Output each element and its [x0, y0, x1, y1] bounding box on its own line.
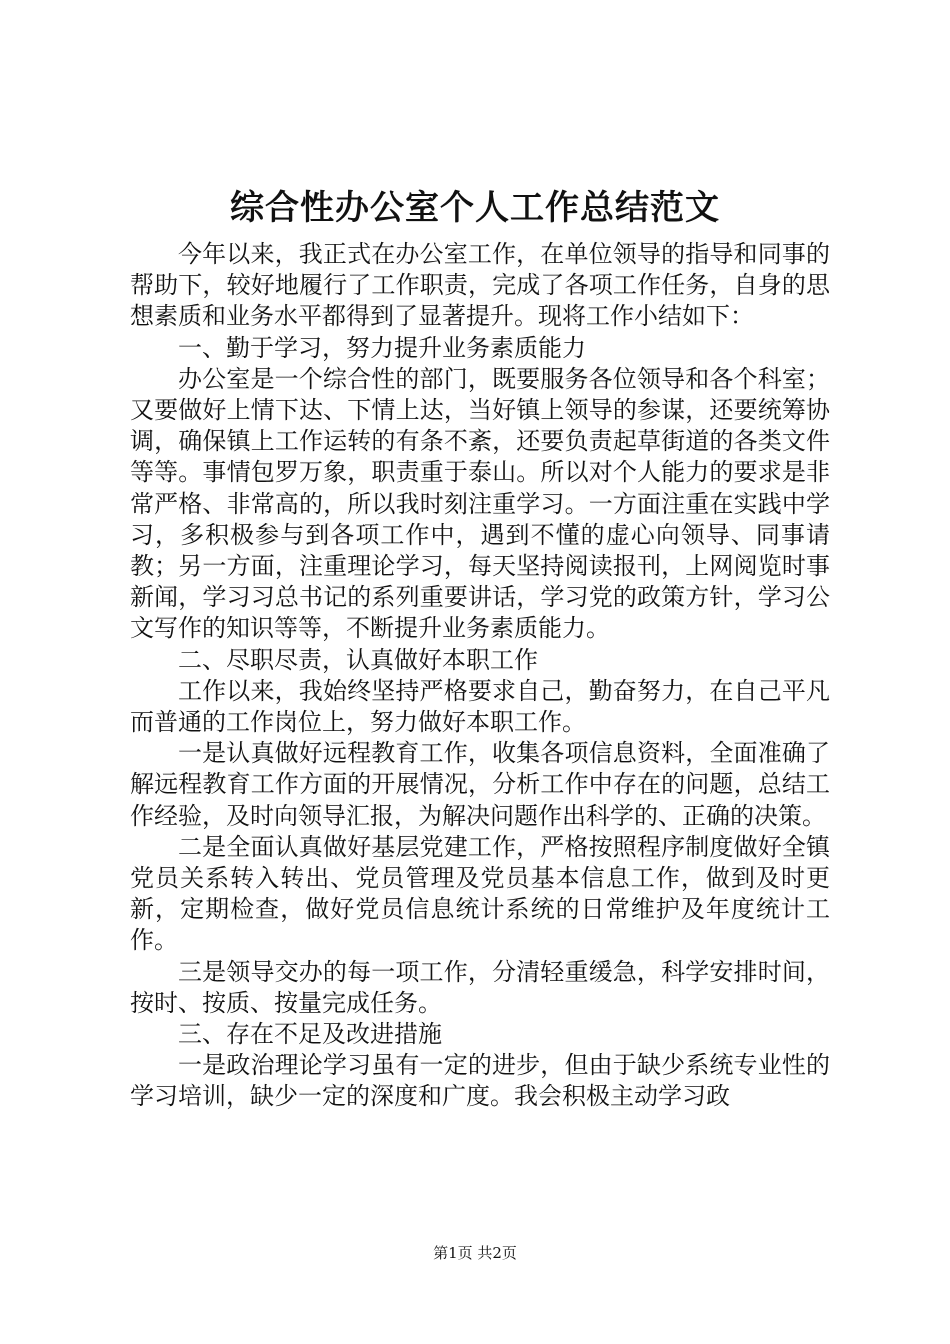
paragraph-duty-intro: 工作以来，我始终坚持严格要求自己，勤奋努力，在自己平凡而普通的工作岗位上，努力做好本职工作。 [130, 676, 830, 737]
paragraph-duty-2: 二是全面认真做好基层党建工作，严格按照程序制度做好全镇党员关系转入转出、党员管理及党员基本信息工作，做到及时更新，定期检查，做好党员信息统计系统的日常维护及年度统计工作。 [130, 832, 830, 955]
paragraph-duty-3: 三是领导交办的每一项工作，分清轻重缓急，科学安排时间，按时、按质、按量完成任务。 [130, 957, 830, 1017]
paragraph-improve-1: 一是政治理论学习虽有一定的进步，但由于缺少系统专业性的学习培训，缺少一定的深度和广度。我会积极主动学习政 [130, 1051, 830, 1111]
section-heading-1: 一、勤于学习，努力提升业务素质能力 [178, 333, 586, 362]
paragraph-study: 办公室是一个综合性的部门，既要服务各位领导和各个科室；又要做好上情下达、下情上达，当好镇上领导的参谋，还要统筹协调，确保镇上工作运转的有条不紊，还要负责起草街道的各类文件等等。事情包罗万象，职责重于泰山。所以对个人能力的要求是非常严格、非常高的，所以我时刻注重学习。一方面注重在实践中学习，多积极参与到各项工作中，遇到不懂的虚心向领导、同事请教；另一方面，注重理论学习，每天坚持阅读报刊，上网阅览时事新闻，学习习总书记的系列重要讲话，学习党的政策方针，学习公文写作的知识等等，不断提升业务素质能力。 [130, 364, 830, 643]
paragraph-intro: 今年以来，我正式在办公室工作，在单位领导的指导和同事的帮助下，较好地履行了工作职责，完成了各项工作任务，自身的思想素质和业务水平都得到了显著提升。现将工作小结如下： [130, 240, 830, 331]
document-title: 综合性办公室个人工作总结范文 [230, 188, 720, 228]
document-body [130, 239, 830, 1113]
paragraph-duty-1: 一是认真做好远程教育工作，收集各项信息资料，全面准确了解远程教育工作方面的开展情况，分析工作中存在的问题，总结工作经验，及时向领导汇报，为解决问题作出科学的、正确的决策。 [130, 739, 830, 830]
page-footer: 第1页 共2页 [433, 1244, 517, 1262]
section-heading-3: 三、存在不足及改进措施 [178, 1020, 442, 1049]
section-heading-2: 二、尽职尽责，认真做好本职工作 [178, 645, 538, 674]
